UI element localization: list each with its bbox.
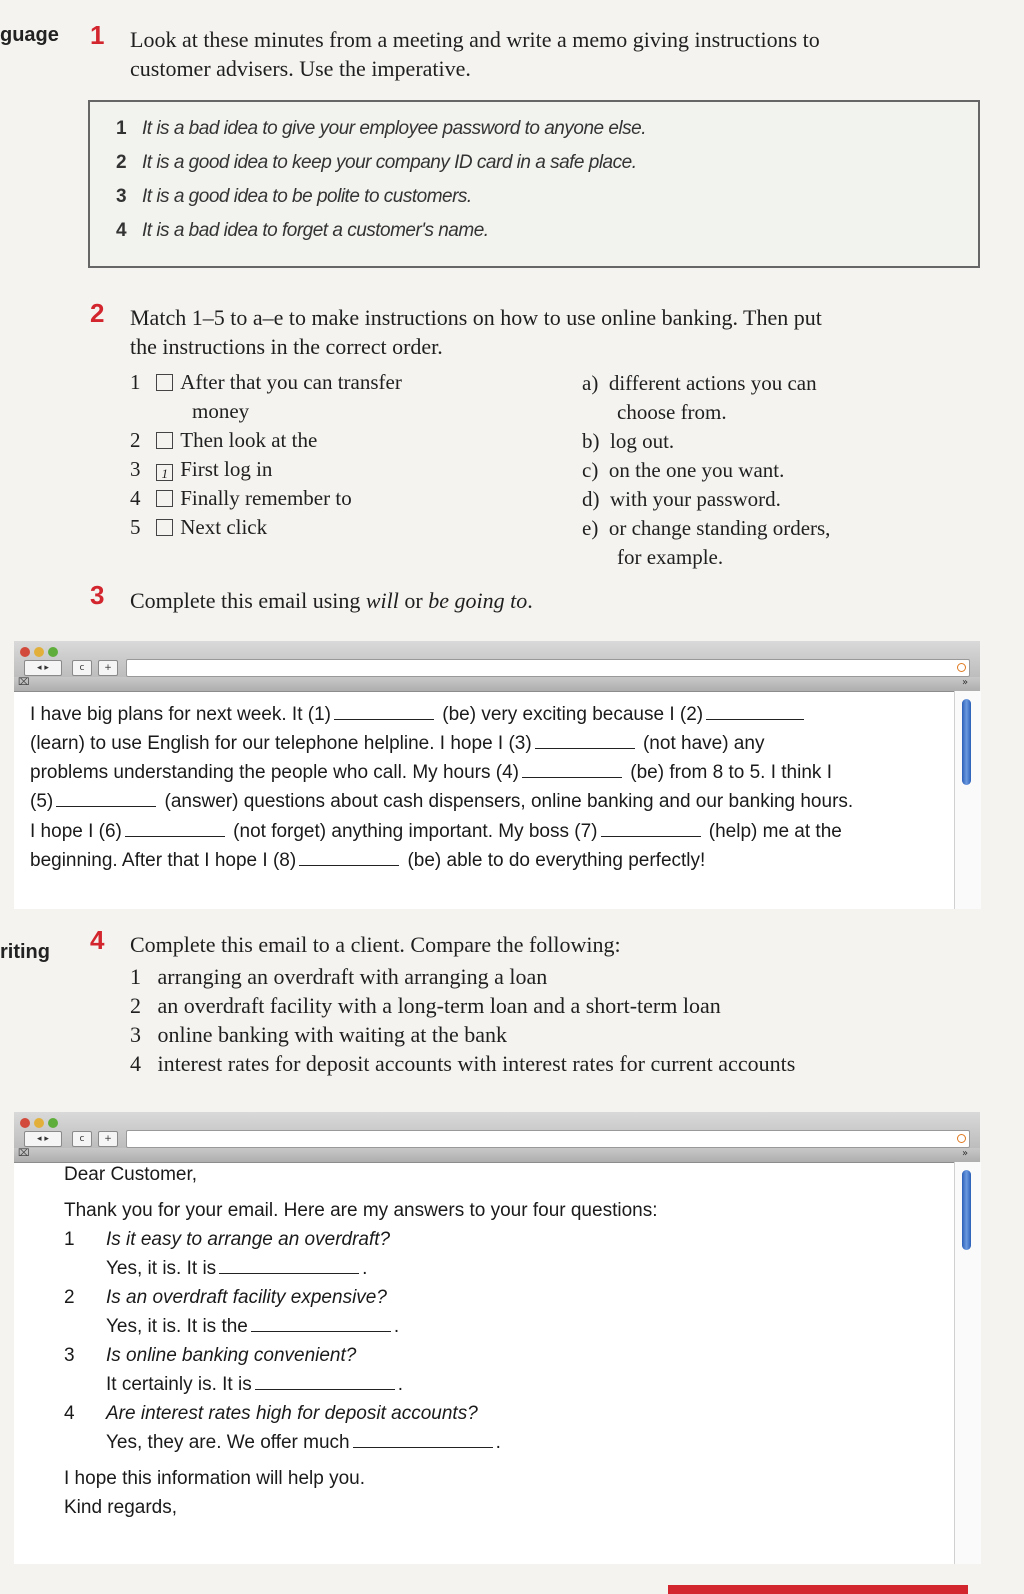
question-number: 4 [64, 1403, 75, 1424]
bookmarks-icon[interactable]: ⌧ [18, 677, 30, 688]
match-right-item-d [582, 487, 781, 512]
match-left-item-1-cont: money [192, 399, 250, 423]
match-left-item-1 [130, 370, 402, 395]
reload-button[interactable]: c [72, 660, 92, 676]
email-text: I hope I (6) [30, 821, 122, 842]
back-forward-button[interactable]: ◂ ▸ [24, 1131, 62, 1147]
close-window-button[interactable] [20, 647, 30, 657]
rss-icon[interactable] [957, 663, 966, 672]
exercise-2-number: 2 [90, 298, 105, 328]
question-text: Is an overdraft facility expensive? [106, 1287, 387, 1308]
answer-checkbox[interactable] [156, 432, 173, 449]
back-forward-button[interactable]: ◂ ▸ [24, 660, 62, 676]
minutes-item-text: It is a good idea to keep your company ID card in a safe place. [142, 152, 637, 173]
email-line-4 [30, 791, 853, 813]
instruction-text: or [398, 588, 429, 613]
section-label-writing: riting [0, 941, 50, 963]
minutes-item-number: 3 [116, 186, 127, 207]
compare-number: 2 [130, 993, 141, 1018]
compare-number: 3 [130, 1022, 141, 1047]
exercise-1-instruction-line1: Look at these minutes from a meeting and write a memo giving instructions to [130, 27, 820, 52]
email-line-1 [30, 704, 807, 726]
email-text: problems understanding the people who call. My hours (4) [30, 762, 519, 783]
answer-period: . [362, 1258, 368, 1279]
compare-item-4 [130, 1051, 795, 1077]
exercise-1-instruction-line2: customer advisers. Use the imperative. [130, 56, 471, 81]
compare-number: 4 [130, 1051, 141, 1076]
match-right-letter: b) [582, 429, 600, 453]
page-footer-bar [668, 1585, 968, 1594]
email-text: (be) able to do everything perfectly! [407, 850, 706, 871]
email-text: (not forget) anything important. My boss (7) [233, 821, 598, 842]
bookmarks-icon[interactable]: ⌧ [18, 1148, 30, 1159]
minutes-item-text: It is a bad idea to forget a customer's name. [142, 220, 489, 241]
match-left-text: Finally remember to [180, 486, 352, 510]
exercise-2-instruction-line2: the instructions in the correct order. [130, 334, 443, 359]
email-text: (learn) to use English for our telephone helpline. I hope I (3) [30, 733, 532, 754]
exercise-3-instruction [130, 586, 533, 615]
match-left-text: Then look at the [180, 428, 318, 452]
compare-text: online banking with waiting at the bank [157, 1022, 507, 1047]
rss-icon[interactable] [957, 1134, 966, 1143]
exercise-1-number: 1 [90, 20, 105, 50]
answer-checkbox[interactable] [156, 519, 173, 536]
scrollbar-thumb[interactable] [962, 1170, 971, 1250]
match-right-item-c [582, 458, 784, 483]
email-text: (answer) questions about cash dispensers, online banking and our banking hours. [164, 791, 854, 812]
answer-blank[interactable] [299, 851, 399, 866]
minutes-item-text: It is a bad idea to give your employee password to anyone else. [142, 118, 646, 139]
minutes-item-text: It is a good idea to be polite to customers. [142, 186, 472, 207]
scrollbar-track[interactable] [954, 691, 981, 909]
answer-checkbox[interactable] [156, 374, 173, 391]
address-bar[interactable] [126, 1130, 970, 1148]
minutes-item [116, 220, 489, 242]
minutes-item [116, 186, 472, 208]
answer-blank[interactable] [251, 1317, 391, 1332]
answer-blank[interactable] [353, 1433, 493, 1448]
answer-blank[interactable] [535, 734, 635, 749]
email-greeting: Dear Customer, [64, 1164, 198, 1185]
email-browser-window-1 [14, 641, 980, 909]
scrollbar-thumb[interactable] [962, 699, 971, 785]
match-right-text: different actions you can [608, 371, 817, 395]
bookmarks-bar [14, 1148, 980, 1163]
match-right-item-b [582, 429, 674, 454]
compare-item-2 [130, 993, 721, 1019]
answer-2 [106, 1316, 399, 1338]
add-button[interactable]: + [98, 1131, 118, 1147]
minutes-item-number: 2 [116, 152, 127, 173]
answer-blank[interactable] [219, 1259, 359, 1274]
compare-text: an overdraft facility with a long-term loan and a short-term loan [157, 993, 721, 1018]
question-2 [64, 1287, 387, 1309]
minutes-item [116, 118, 646, 140]
bookmarks-bar [14, 677, 980, 692]
answer-blank[interactable] [125, 822, 225, 837]
instruction-keyword-going-to: be going to [428, 588, 528, 613]
match-right-text: with your password. [610, 487, 781, 511]
email-text: I have big plans for next week. It (1) [30, 704, 331, 725]
email-text: (be) from 8 to 5. I think I [630, 762, 832, 783]
match-right-letter: c) [582, 458, 599, 482]
answer-blank[interactable] [255, 1375, 395, 1390]
match-left-number: 2 [130, 428, 141, 452]
minutes-item-number: 4 [116, 220, 127, 241]
compare-text: interest rates for deposit accounts with interest rates for current accounts [157, 1051, 796, 1076]
answer-3 [106, 1374, 403, 1396]
answer-prefix: It certainly is. It is [106, 1374, 252, 1395]
answer-4 [106, 1432, 501, 1454]
match-left-text: Next click [180, 515, 268, 539]
address-bar[interactable] [126, 659, 970, 677]
match-left-number: 4 [130, 486, 141, 510]
answer-period: . [393, 1316, 400, 1337]
match-right-text: on the one you want. [608, 458, 785, 482]
instruction-keyword-will: will [365, 588, 399, 613]
overflow-chevron-icon[interactable]: » [962, 1148, 969, 1159]
question-text: Is online banking convenient? [106, 1345, 357, 1366]
email-line-3 [30, 762, 832, 784]
match-left-text: After that you can transfer [180, 370, 402, 394]
match-right-letter: e) [582, 516, 599, 540]
close-window-button[interactable] [20, 1118, 30, 1128]
exercise-2-instruction-line1: Match 1–5 to a–e to make instructions on how to use online banking. Then put [130, 305, 822, 330]
question-text: Is it easy to arrange an overdraft? [106, 1229, 391, 1250]
match-right-text: or change standing orders, [608, 516, 831, 540]
section-label-language: guage [0, 24, 59, 46]
question-number: 2 [64, 1287, 75, 1308]
minimize-window-button[interactable] [34, 1118, 44, 1128]
minutes-item-number: 1 [116, 118, 127, 139]
browser-toolbar [14, 641, 980, 678]
meeting-minutes-box [88, 100, 980, 268]
answer-blank[interactable] [56, 792, 156, 807]
email-signoff: Kind regards, [64, 1497, 178, 1518]
email-text: beginning. After that I hope I (8) [30, 850, 297, 871]
email-text: (not have) any [642, 733, 765, 754]
email-line-5 [30, 821, 842, 843]
answer-1 [106, 1258, 367, 1280]
match-left-number: 1 [130, 370, 141, 394]
answer-checkbox-filled[interactable]: 1 [156, 464, 173, 481]
compare-text: arranging an overdraft with arranging a loan [157, 964, 548, 989]
email-line-6 [30, 850, 705, 872]
match-right-item-e [582, 516, 830, 541]
match-left-item-5 [130, 515, 267, 540]
email-intro: Thank you for your email. Here are my answers to your four questions: [64, 1200, 658, 1221]
question-4 [64, 1403, 478, 1425]
answer-blank[interactable] [706, 705, 804, 720]
answer-blank[interactable] [522, 763, 622, 778]
answer-blank[interactable] [601, 822, 701, 837]
scrollbar-track[interactable] [954, 1162, 981, 1564]
add-button[interactable]: + [98, 660, 118, 676]
reload-button[interactable]: c [72, 1131, 92, 1147]
question-text: Are interest rates high for deposit accounts? [106, 1403, 478, 1424]
answer-prefix: Yes, it is. It is [106, 1258, 217, 1279]
match-left-item-2 [130, 428, 317, 453]
compare-number: 1 [130, 964, 141, 989]
match-right-item-e-cont: for example. [617, 545, 724, 569]
match-left-item-4 [130, 486, 352, 511]
email-browser-window-2 [14, 1112, 980, 1564]
answer-prefix: Yes, it is. It is the [106, 1316, 248, 1337]
match-left-number: 3 [130, 457, 141, 481]
minimize-window-button[interactable] [34, 647, 44, 657]
match-right-letter: d) [582, 487, 600, 511]
match-right-text: log out. [610, 429, 675, 453]
compare-item-3 [130, 1022, 507, 1048]
email-text: (be) very exciting because I (2) [442, 704, 704, 725]
match-right-item-a-cont: choose from. [617, 400, 727, 424]
browser-toolbar [14, 1112, 980, 1149]
answer-period: . [495, 1432, 501, 1453]
answer-checkbox[interactable] [156, 490, 173, 507]
email-text: (help) me at the [708, 821, 842, 842]
exercise-3-number: 3 [90, 580, 105, 610]
email-line-2 [30, 733, 764, 755]
question-1 [64, 1229, 391, 1251]
match-left-item-3 [130, 457, 272, 482]
match-left-number: 5 [130, 515, 141, 539]
question-number: 3 [64, 1345, 75, 1366]
question-3 [64, 1345, 357, 1367]
match-right-item-a [582, 371, 817, 396]
match-right-letter: a) [582, 371, 599, 395]
answer-prefix: Yes, they are. We offer much [106, 1432, 350, 1453]
answer-period: . [397, 1374, 403, 1395]
overflow-chevron-icon[interactable]: » [962, 677, 969, 688]
maximize-window-button[interactable] [48, 647, 58, 657]
question-number: 1 [64, 1229, 75, 1250]
maximize-window-button[interactable] [48, 1118, 58, 1128]
email-closing: I hope this information will help you. [64, 1468, 365, 1489]
exercise-4-instruction: Complete this email to a client. Compare the following: [130, 932, 621, 957]
match-left-text: First log in [180, 457, 273, 481]
exercise-4-number: 4 [90, 925, 105, 955]
compare-item-1 [130, 964, 547, 990]
instruction-text: . [527, 588, 533, 613]
instruction-text: Complete this email using [130, 588, 366, 613]
answer-blank[interactable] [334, 705, 434, 720]
minutes-item [116, 152, 636, 174]
email-text: (5) [30, 791, 54, 812]
